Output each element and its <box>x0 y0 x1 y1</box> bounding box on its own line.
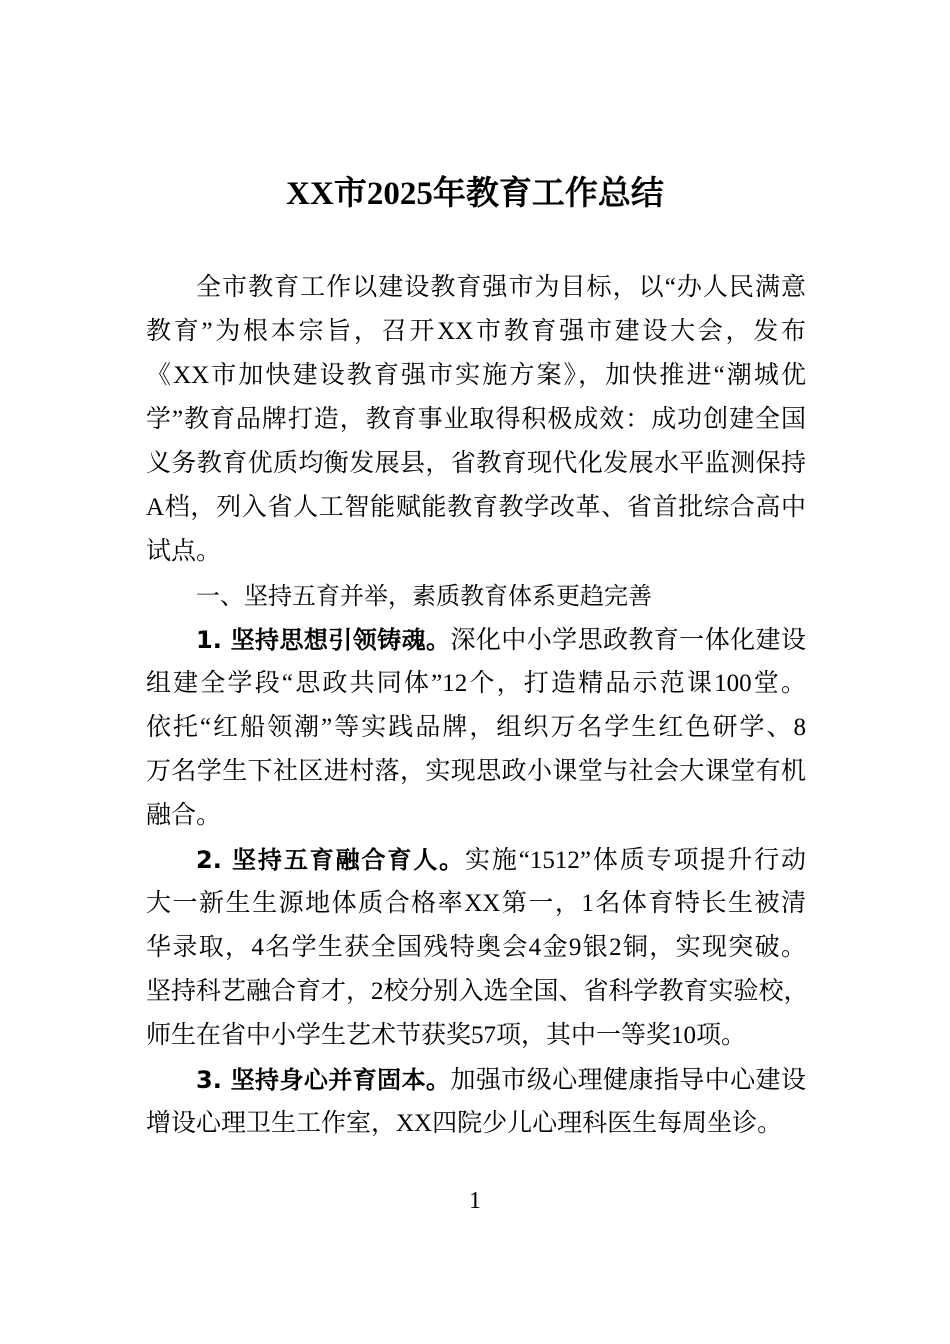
document-title: XX市2025年教育工作总结 <box>286 176 664 212</box>
text-line <box>146 706 806 750</box>
line-text: 义务教育优质均衡发展县，省教育现代化发展水平监测保持 <box>146 450 806 477</box>
line-text: 万名学生下社区进村落，实现思政小课堂与社会大课堂有机 <box>146 758 806 785</box>
line-text: 师生在省中小学生艺术节获奖57项，其中一等奖10项。 <box>146 1022 747 1049</box>
text-line <box>146 750 806 794</box>
line-text: 增设心理卫生工作室，XX四院少儿心理科医生每周坐诊。 <box>146 1110 783 1137</box>
line-text: 实施“1512”体质专项提升行动 <box>464 847 806 874</box>
line-text: 一、坚持五育并举，素质教育体系更趋完善 <box>196 582 652 610</box>
line-text: 《XX市加快建设教育强市实施方案》，加快推进“潮城优 <box>146 362 806 389</box>
text-line <box>146 970 809 1014</box>
text-line <box>146 926 806 970</box>
line-text: 全市教育工作以建设教育强市为目标，以“办人民满意 <box>196 274 806 301</box>
section-heading <box>146 574 806 618</box>
text-line <box>146 794 806 838</box>
line-text: 组建全学段“思政共同体”12个，打造精品示范课100堂。 <box>146 670 806 697</box>
paragraph <box>146 838 809 1058</box>
text-line <box>146 398 806 442</box>
text-line <box>146 530 806 574</box>
text-line <box>146 618 806 662</box>
paragraph <box>146 1058 806 1146</box>
line-text: 融合。 <box>146 802 222 829</box>
item-lead: 3. 坚持身心并育固本。 <box>196 1066 451 1094</box>
line-text: A档，列入省人工智能赋能教育教学改革、省首批综合高中 <box>146 494 806 521</box>
line-text: 依托“红船领潮”等实践品牌，组织万名学生红色研学、8 <box>146 714 806 741</box>
text-line <box>146 354 806 398</box>
line-text: 试点。 <box>146 538 222 565</box>
text-line <box>146 266 806 310</box>
text-line <box>146 1014 806 1058</box>
document-body <box>146 266 809 1146</box>
line-text: 加强市级心理健康指导中心建设 <box>450 1067 806 1094</box>
paragraph <box>146 266 806 574</box>
text-line <box>146 882 806 926</box>
item-lead: 1. 坚持思想引领铸魂。 <box>196 626 451 654</box>
line-text: 坚持科艺融合育才，2校分别入选全国、省科学教育实验校， <box>146 978 809 1005</box>
text-line <box>146 310 806 354</box>
text-line <box>146 838 806 882</box>
text-line <box>146 1102 806 1146</box>
line-text: 华录取，4名学生获全国残特奥会4金9银2铜，实现突破。 <box>146 934 806 961</box>
item-lead: 2. 坚持五育融合育人。 <box>196 846 465 874</box>
text-line <box>146 662 806 706</box>
line-text: 深化中小学思政教育一体化建设 <box>450 627 806 654</box>
line-text: 学”教育品牌打造，教育事业取得积极成效：成功创建全国 <box>146 406 806 433</box>
text-line <box>146 1058 806 1102</box>
paragraph <box>146 618 806 838</box>
line-text: 大一新生生源地体质合格率XX第一，1名体育特长生被清 <box>146 890 806 917</box>
page-number: 1 <box>469 1188 481 1214</box>
text-line <box>146 442 806 486</box>
text-line <box>146 486 806 530</box>
text-line <box>146 574 806 618</box>
line-text: 教育”为根本宗旨，召开XX市教育强市建设大会，发布 <box>146 318 806 345</box>
